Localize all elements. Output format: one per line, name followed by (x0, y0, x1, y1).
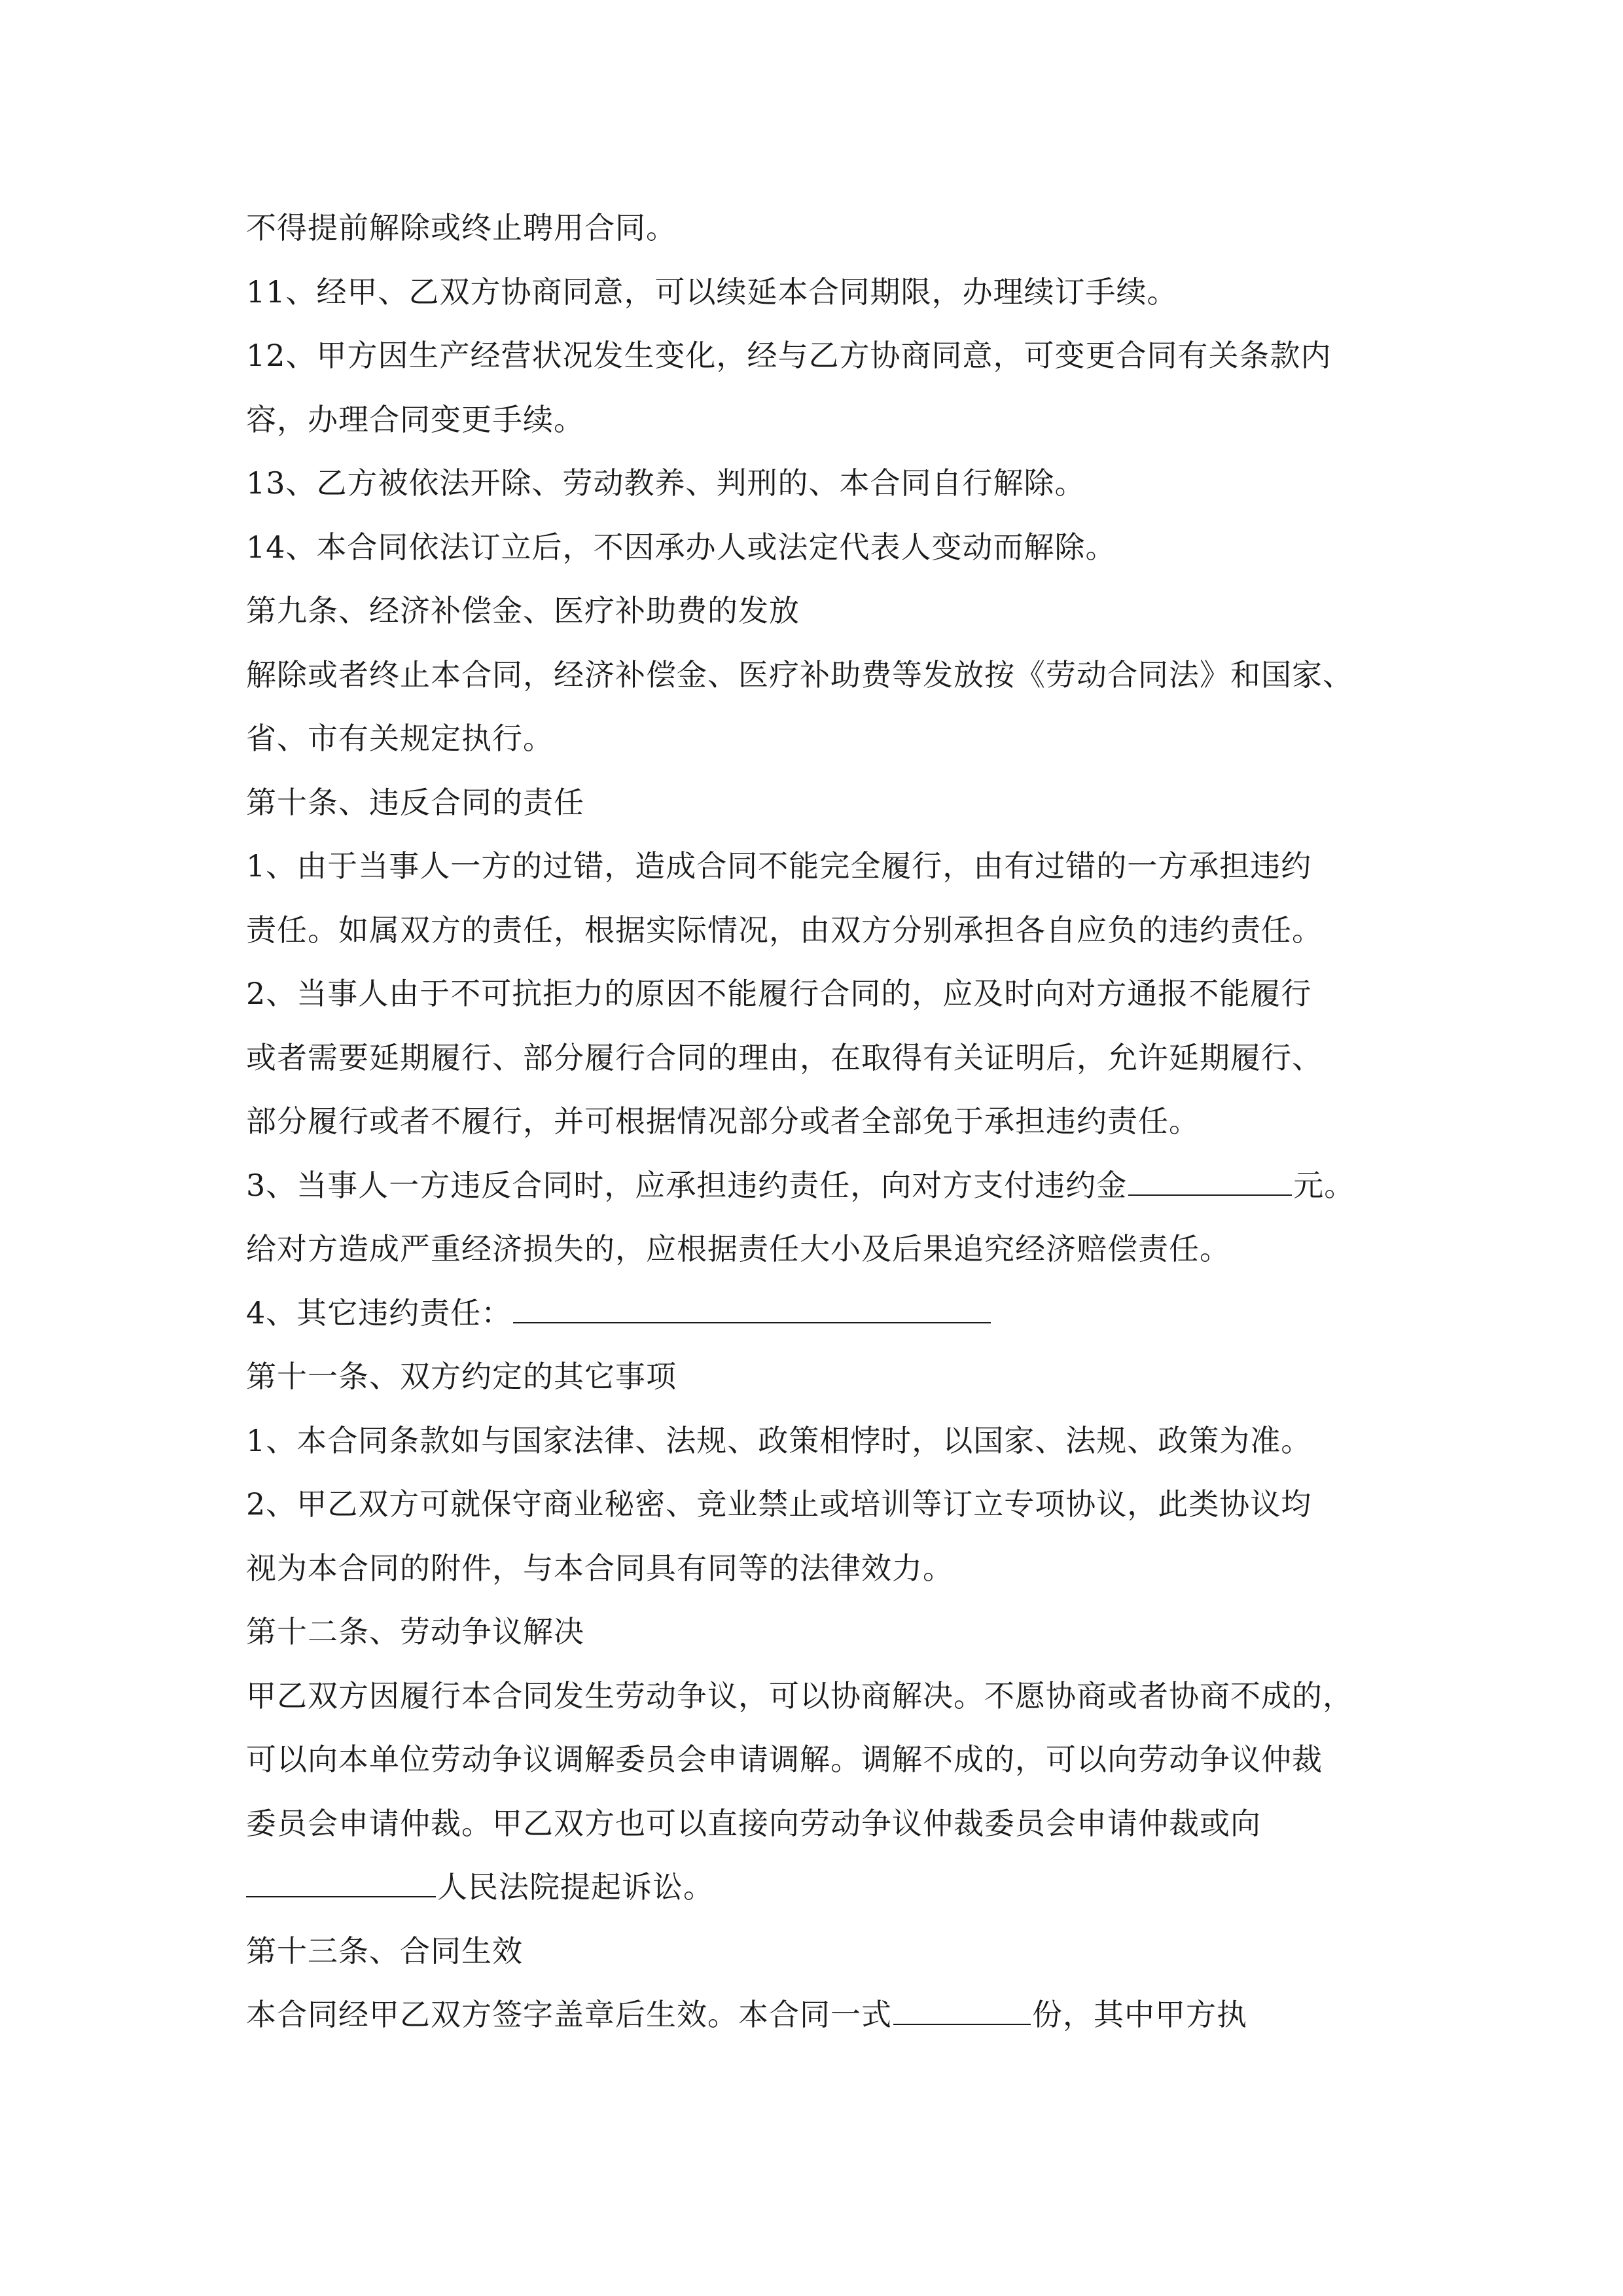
text-line (246, 707, 1378, 771)
clause-10-3 (246, 1154, 1378, 1218)
text-line (246, 643, 1378, 708)
line-text: 第十二条、劳动争议解决 (246, 1614, 584, 1649)
text-line (246, 1026, 1378, 1090)
line-text: 或者需要延期履行、部分履行合同的理由，在取得有关证明后，允许延期履行、 (246, 1039, 1323, 1075)
text-line (246, 388, 1378, 452)
clause-13 (246, 452, 1378, 516)
copies-count-blank[interactable] (893, 1994, 1031, 2025)
line-text: 容，办理合同变更手续。 (246, 401, 584, 437)
line-text: 3、当事人一方违反合同时，应承担违约责任，向对方支付违约金 (246, 1167, 1128, 1203)
line-text: 2、当事人由于不可抗拒力的原因不能履行合同的，应及时向对方通报不能履行 (246, 976, 1312, 1011)
text-line (246, 899, 1378, 963)
clause-10-2 (246, 962, 1378, 1026)
line-text: 份，其中甲方执 (1032, 1997, 1247, 2032)
text-line (246, 1728, 1378, 1792)
other-liability-blank[interactable] (513, 1292, 991, 1323)
line-text: 元。 (1293, 1167, 1355, 1203)
line-text: 给对方造成严重经济损失的，应根据责任大小及后果追究经济赔偿责任。 (246, 1231, 1230, 1266)
article-11-heading (246, 1345, 1378, 1409)
article-12-heading (246, 1600, 1378, 1664)
line-text: 13、乙方被依法开除、劳动教养、判刑的、本合同自行解除。 (246, 465, 1086, 501)
text-line (246, 1856, 1378, 1920)
line-text: 2、甲乙双方可就保守商业秘密、竞业禁止或培训等订立专项协议，此类协议均 (246, 1486, 1312, 1522)
line-text: 1、由于当事人一方的过错，造成合同不能完全履行，由有过错的一方承担违约 (246, 848, 1312, 884)
clause-11 (246, 260, 1378, 325)
court-name-blank[interactable] (246, 1866, 436, 1897)
text-line (246, 1983, 1378, 2047)
clause-10-1 (246, 834, 1378, 899)
line-text: 人民法院提起诉讼。 (437, 1869, 714, 1905)
clause-11-1 (246, 1409, 1378, 1473)
line-text: 1、本合同条款如与国家法律、法规、政策相悖时，以国家、法规、政策为准。 (246, 1422, 1312, 1458)
clause-12 (246, 324, 1378, 388)
article-9-heading (246, 579, 1378, 643)
line-text: 省、市有关规定执行。 (246, 721, 554, 756)
line-text: 解除或者终止本合同，经济补偿金、医疗补助费等发放按《劳动合同法》和国家、 (246, 656, 1353, 692)
line-text: 第九条、经济补偿金、医疗补助费的发放 (246, 593, 800, 628)
text-line (246, 1537, 1378, 1601)
text-line (246, 1090, 1378, 1154)
clause-14 (246, 516, 1378, 580)
line-text: 14、本合同依法订立后，不因承办人或法定代表人变动而解除。 (246, 529, 1116, 565)
line-text: 本合同经甲乙双方签字盖章后生效。本合同一式 (246, 1997, 892, 2032)
line-text: 第十条、违反合同的责任 (246, 784, 584, 820)
text-line (246, 1217, 1378, 1282)
clause-11-2 (246, 1473, 1378, 1537)
text-line (246, 196, 1378, 260)
article-13-heading (246, 1920, 1378, 1984)
line-text: 责任。如属双方的责任，根据实际情况，由双方分别承担各自应负的违约责任。 (246, 912, 1323, 948)
line-text: 第十三条、合同生效 (246, 1933, 523, 1969)
line-text: 可以向本单位劳动争议调解委员会申请调解。调解不成的，可以向劳动争议仲裁 (246, 1742, 1323, 1777)
clause-10-4 (246, 1282, 1378, 1346)
article-10-heading (246, 771, 1378, 835)
line-text: 4、其它违约责任： (246, 1295, 512, 1331)
line-text: 不得提前解除或终止聘用合同。 (246, 210, 677, 245)
line-text: 部分履行或者不履行，并可根据情况部分或者全部免于承担违约责任。 (246, 1103, 1200, 1139)
line-text: 甲乙双方因履行本合同发生劳动争议，可以协商解决。不愿协商或者协商不成的， (246, 1677, 1353, 1713)
line-text: 第十一条、双方约定的其它事项 (246, 1359, 677, 1394)
text-line (246, 1664, 1378, 1729)
contract-body (246, 196, 1378, 2047)
text-line (246, 1792, 1378, 1856)
line-text: 11、经甲、乙双方协商同意，可以续延本合同期限，办理续订手续。 (246, 274, 1178, 310)
line-text: 视为本合同的附件，与本合同具有同等的法律效力。 (246, 1550, 954, 1586)
line-text: 委员会申请仲裁。甲乙双方也可以直接向劳动争议仲裁委员会申请仲裁或向 (246, 1805, 1261, 1841)
line-text: 12、甲方因生产经营状况发生变化，经与乙方协商同意，可变更合同有关条款内 (246, 338, 1332, 373)
penalty-amount-blank[interactable] (1128, 1164, 1292, 1196)
